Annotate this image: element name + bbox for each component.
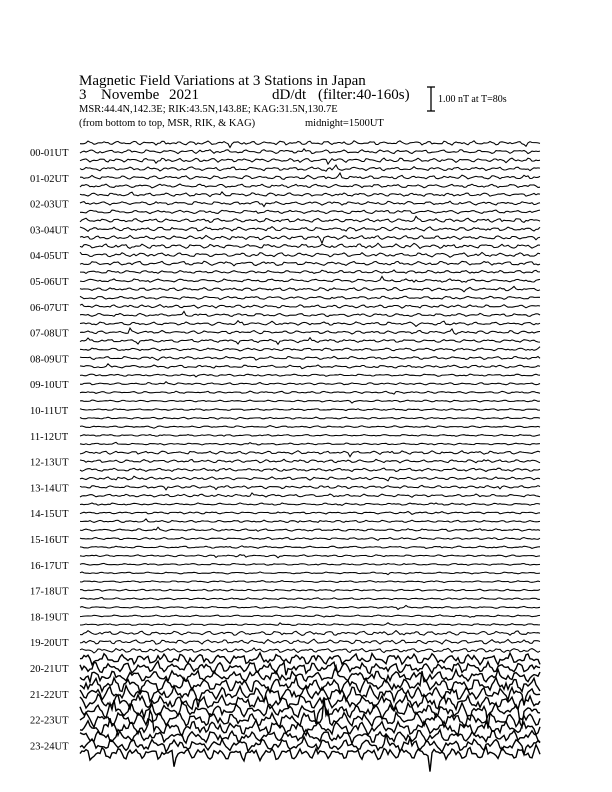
trace-line	[80, 581, 540, 583]
hour-label: 18-19UT	[30, 612, 69, 624]
date-day: 3	[79, 87, 87, 103]
trace-line	[80, 356, 540, 360]
trace-line	[80, 589, 540, 591]
trace-line	[80, 493, 540, 497]
trace-line	[80, 304, 540, 308]
trace-line	[80, 235, 540, 243]
trace-line	[80, 648, 540, 653]
trace-line	[80, 563, 540, 565]
trace-line	[80, 451, 540, 457]
chart-title: Magnetic Field Variations at 3 Stations in Japan	[79, 73, 366, 89]
hour-label: 12-13UT	[30, 457, 69, 469]
hour-label: 09-10UT	[30, 380, 69, 392]
trace-group	[80, 141, 540, 772]
trace-line	[80, 605, 540, 609]
date-month: Novembe	[101, 87, 160, 103]
hour-label: 04-05UT	[30, 251, 69, 263]
midnight-note: midnight=1500UT	[305, 118, 384, 129]
trace-line	[80, 227, 540, 232]
trace-line	[80, 745, 540, 772]
hour-label: 23-24UT	[30, 741, 69, 753]
trace-line	[80, 243, 540, 248]
hour-label: 05-06UT	[30, 277, 69, 288]
station-order-note: (from bottom to top, MSR, RIK, & KAG)	[79, 118, 256, 129]
trace-line	[80, 527, 540, 531]
trace-line	[80, 615, 540, 618]
trace-line	[80, 192, 540, 197]
date-year: 2021	[169, 87, 199, 103]
trace-line	[80, 201, 540, 206]
hour-label: 19-20UT	[30, 638, 69, 650]
trace-line	[80, 391, 540, 394]
trace-line	[80, 639, 540, 644]
trace-line	[80, 546, 540, 549]
quantity-label: dD/dt	[272, 87, 307, 103]
trace-line	[80, 435, 540, 437]
trace-line	[80, 270, 540, 273]
trace-line	[80, 485, 540, 489]
scale-label: 1.00 nT at T=80s	[438, 94, 507, 105]
trace-line	[80, 374, 540, 377]
trace-line	[80, 623, 540, 626]
trace-line	[80, 476, 540, 481]
trace-line	[80, 409, 540, 411]
hour-label: 13-14UT	[30, 483, 69, 495]
station-coordinates: MSR:44.4N,142.3E; RIK:43.5N,143.8E; KAG:31.5N,130.7E	[79, 104, 338, 115]
trace-line	[80, 158, 540, 164]
trace-line	[80, 321, 540, 327]
trace-line	[80, 671, 540, 693]
hour-label-group	[30, 148, 69, 752]
hour-label: 20-21UT	[30, 664, 69, 675]
trace-line	[80, 149, 540, 154]
trace-line	[80, 468, 540, 471]
hour-label: 00-01UT	[30, 148, 69, 159]
trace-line	[80, 519, 540, 523]
hour-label: 08-09UT	[30, 354, 69, 366]
trace-line	[80, 537, 540, 540]
trace-line	[80, 382, 540, 385]
trace-line	[80, 296, 540, 299]
trace-line	[80, 426, 540, 429]
hour-label: 03-04UT	[30, 225, 69, 237]
trace-line	[80, 328, 540, 334]
trace-line	[80, 141, 540, 148]
trace-line	[80, 631, 540, 636]
hour-label: 10-11UT	[30, 406, 69, 417]
trace-line	[80, 252, 540, 257]
trace-line	[80, 442, 540, 445]
trace-line	[80, 459, 540, 463]
trace-line	[80, 286, 540, 291]
hour-label: 14-15UT	[30, 509, 69, 521]
hour-label: 06-07UT	[30, 302, 69, 314]
trace-line	[80, 184, 540, 188]
trace-line	[80, 165, 540, 171]
filter-label: (filter:40-160s)	[318, 87, 410, 103]
trace-line	[80, 364, 540, 369]
trace-line	[80, 572, 540, 575]
trace-line	[80, 173, 540, 179]
hour-label: 17-18UT	[30, 586, 69, 598]
trace-line	[80, 216, 540, 222]
trace-line	[80, 555, 540, 558]
hour-label: 21-22UT	[30, 689, 69, 701]
hour-label: 15-16UT	[30, 535, 69, 546]
trace-line	[80, 653, 540, 665]
trace-line	[80, 338, 540, 345]
trace-line	[80, 730, 540, 744]
trace-line	[80, 512, 540, 515]
trace-line	[80, 503, 540, 506]
hour-label: 11-12UT	[30, 431, 69, 443]
trace-line	[80, 210, 540, 214]
trace-line	[80, 347, 540, 351]
hour-label: 07-08UT	[30, 328, 69, 340]
hour-label: 01-02UT	[30, 173, 69, 185]
hour-label: 22-23UT	[30, 715, 69, 727]
trace-line	[80, 417, 540, 419]
trace-line	[80, 311, 540, 316]
hour-label: 16-17UT	[30, 560, 69, 572]
hour-label: 02-03UT	[30, 199, 69, 211]
trace-line	[80, 598, 540, 600]
trace-line	[80, 400, 540, 403]
trace-line	[80, 261, 540, 266]
trace-line	[80, 276, 540, 282]
trace-line	[80, 661, 540, 675]
